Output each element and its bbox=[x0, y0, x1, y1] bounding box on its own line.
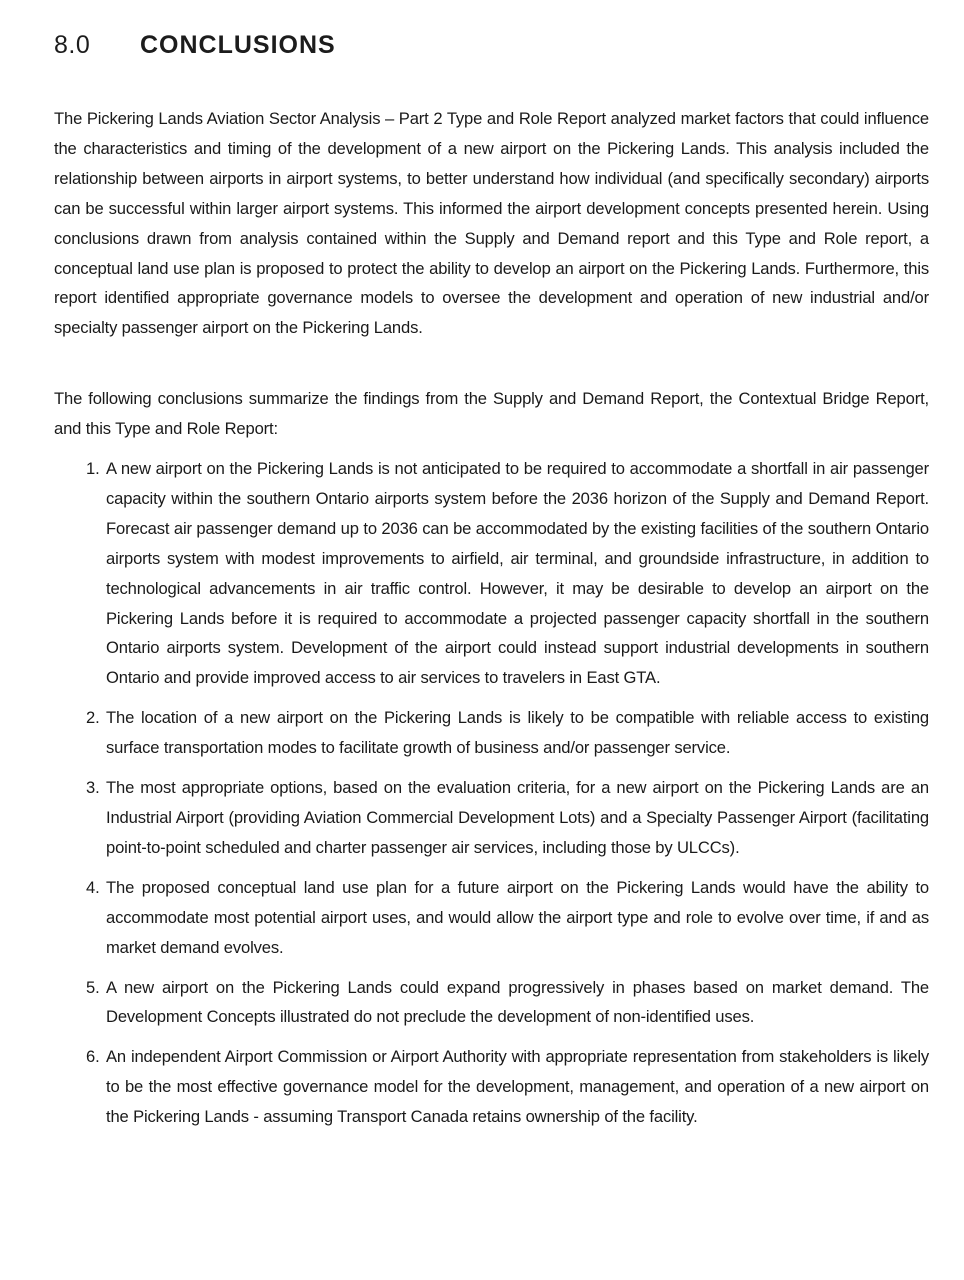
list-marker: 3. bbox=[86, 778, 100, 798]
conclusions-list bbox=[54, 454, 929, 1142]
conclusion-item bbox=[54, 1042, 929, 1132]
conclusion-text: A new airport on the Pickering Lands could expand progressively in phases based on market demand. The Development Concepts illustrated do not preclude the development of non-identified uses. bbox=[106, 977, 929, 1027]
conclusion-text: The most appropriate options, based on the evaluation criteria, for a new airport on the Pickering Lands are an Industrial Airport (providing Aviation Commercial Development Lots) and a Specialty Passenger Airport (facilitating point-to-point scheduled and charter passenger air services, including those by ULCCs). bbox=[106, 778, 929, 857]
conclusion-text: The location of a new airport on the Pickering Lands is likely to be compatible with reliable access to existing surface transportation modes to facilitate growth of business and/or passenger service. bbox=[106, 708, 929, 758]
summary-lead-paragraph: The following conclusions summarize the findings from the Supply and Demand Report, the Contextual Bridge Report, and this Type and Role Report: bbox=[54, 389, 929, 438]
conclusion-item bbox=[54, 773, 929, 863]
section-number: 8.0 bbox=[54, 31, 91, 59]
list-marker: 5. bbox=[86, 977, 100, 997]
list-marker: 6. bbox=[86, 1047, 100, 1067]
conclusion-item bbox=[54, 873, 929, 963]
section-title: CONCLUSIONS bbox=[140, 31, 336, 59]
list-marker: 1. bbox=[86, 459, 100, 478]
conclusion-text: The proposed conceptual land use plan for a future airport on the Pickering Lands would have the ability to accommodate most potential airport uses, and would allow the airport type and role to evolve over time, if and as market demand evolves. bbox=[106, 877, 929, 957]
section-heading bbox=[54, 31, 336, 60]
conclusion-item bbox=[54, 703, 929, 763]
conclusion-text: An independent Airport Commission or Airport Authority with appropriate representation from stakeholders is likely to be the most effective governance model for the development, management, and operation of a new airport on the Pickering Lands - assuming Transport Canada retains ownership of the facility. bbox=[106, 1047, 929, 1127]
conclusion-item bbox=[54, 454, 929, 693]
list-marker: 4. bbox=[86, 877, 100, 897]
intro-paragraph: The Pickering Lands Aviation Sector Analysis – Part 2 Type and Role Report analyzed market factors that could influence the characteristics and timing of the development of a new airport on the Pickering Lands. This analysis included the relationship between airports in airport systems, to better understand how individual (and specifically secondary) airports can be successful within larger airport systems. This informed the airport development concepts presented herein. Using conclusions drawn from analysis contained within the Supply and Demand report and this Type and Role report, a conceptual land use plan is proposed to protect the ability to develop an airport on the Pickering Lands. Furthermore, this report identified appropriate governance models to oversee the development and operation of new industrial and/or specialty passenger airport on the Pickering Lands. bbox=[54, 109, 929, 338]
conclusion-item bbox=[54, 973, 929, 1033]
list-marker: 2. bbox=[86, 708, 100, 728]
conclusion-text: A new airport on the Pickering Lands is not anticipated to be required to accommodate a shortfall in air passenger capacity within the southern Ontario airports system before the 2036 horizon of the Supply and Demand Report. Forecast air passenger demand up to 2036 can be accommodated by the existing facilities of the southern Ontario airports system with modest improvements to airfield, air terminal, and groundside infrastructure, in addition to technological advancements in air traffic control. However, it may be desirable to develop an airport on the Pickering Lands before it is required to accommodate a projected passenger capacity shortfall in the southern Ontario airports system. Development of the airport could instead support industrial developments in southern Ontario and provide improved access to air services to travelers in East GTA. bbox=[106, 459, 929, 688]
